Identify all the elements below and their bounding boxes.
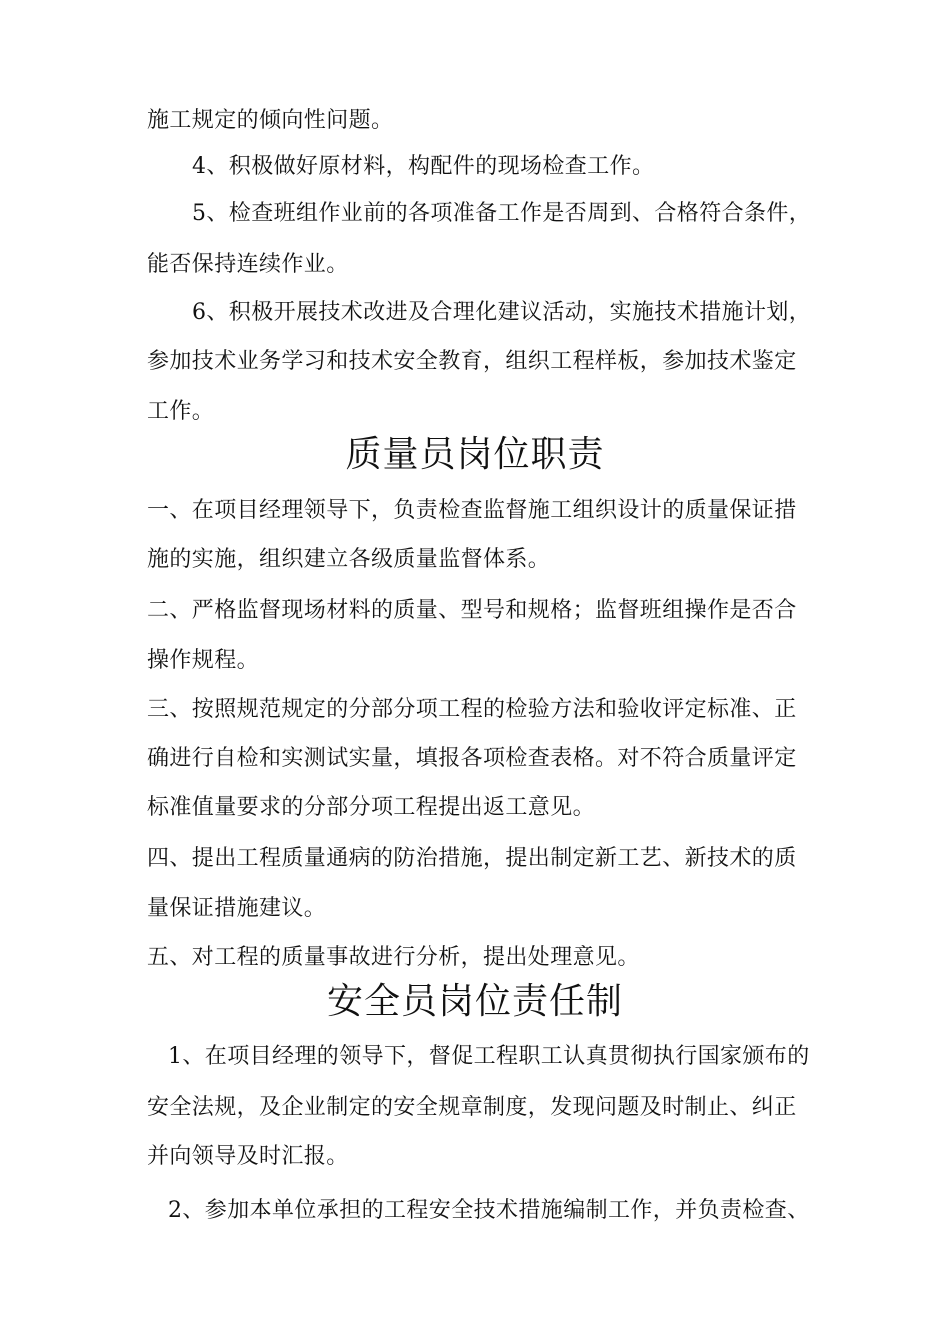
paragraph-line: 1、在项目经理的领导下，督促工程职工认真贯彻执行国家颁布的	[168, 1044, 810, 1069]
paragraph-line: 五、对工程的质量事故进行分析，提出处理意见。	[147, 945, 640, 970]
paragraph-line: 6、积极开展技术改进及合理化建议活动，实施技术措施计划，	[192, 300, 812, 325]
paragraph-line: 一、在项目经理领导下，负责检查监督施工组织设计的质量保证措	[147, 498, 797, 523]
paragraph-line: 量保证措施建议。	[147, 896, 327, 921]
paragraph-line: 工作。	[147, 399, 215, 424]
paragraph-line: 施的实施，组织建立各级质量监督体系。	[147, 547, 551, 572]
paragraph-line: 并向领导及时汇报。	[147, 1144, 349, 1169]
section-heading-safety: 安全员岗位责任制	[326, 981, 623, 1022]
paragraph-line: 操作规程。	[147, 648, 260, 673]
paragraph-line: 参加技术业务学习和技术安全教育，组织工程样板，参加技术鉴定	[147, 349, 797, 374]
paragraph-line: 三、按照规范规定的分部分项工程的检验方法和验收评定标准、正	[147, 697, 797, 722]
paragraph-line: 确进行自检和实测试实量，填报各项检查表格。对不符合质量评定	[147, 746, 797, 771]
paragraph-line: 标准值量要求的分部分项工程提出返工意见。	[147, 795, 596, 820]
paragraph-line: 施工规定的倾向性问题。	[147, 108, 394, 133]
paragraph-line: 能否保持连续作业。	[147, 252, 349, 277]
paragraph-line: 二、严格监督现场材料的质量、型号和规格；监督班组操作是否合	[147, 598, 797, 623]
paragraph-line: 4、积极做好原材料，构配件的现场检查工作。	[192, 154, 655, 179]
paragraph-line: 5、检查班组作业前的各项准备工作是否周到、合格符合条件，	[192, 201, 812, 226]
paragraph-line: 2、参加本单位承担的工程安全技术措施编制工作，并负责检查、	[168, 1198, 810, 1223]
paragraph-line: 四、提出工程质量通病的防治措施，提出制定新工艺、新技术的质	[147, 846, 797, 871]
paragraph-line: 安全法规，及企业制定的安全规章制度，发现问题及时制止、纠正	[147, 1095, 797, 1120]
section-heading-quality: 质量员岗位职责	[345, 434, 605, 475]
